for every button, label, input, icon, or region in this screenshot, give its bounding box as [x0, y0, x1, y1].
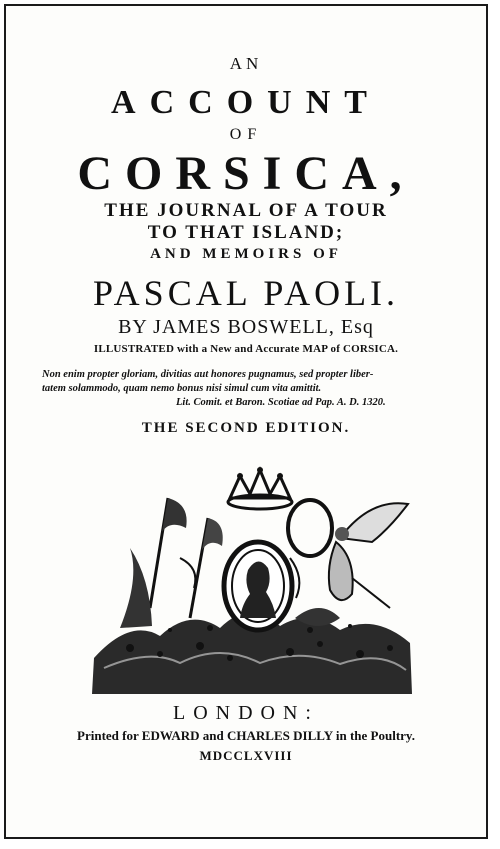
subtitle-paoli: PASCAL PAOLI.	[92, 273, 400, 313]
epigraph-line-2: tatem solammodo, quam nemo bonus nisi simul cum vita amittit.	[42, 383, 322, 394]
title-of: OF	[229, 126, 263, 143]
title-account: ACCOUNT	[111, 84, 381, 121]
title-corsica: CORSICA,	[77, 147, 415, 200]
imprint-printer: Printed for EDWARD and CHARLES DILLY in the Poultry.	[77, 728, 415, 743]
subtitle-memoirs: AND MEMOIRS OF	[150, 246, 342, 262]
title-an: AN	[229, 54, 263, 73]
imprint-date: MDCCLXVIII	[199, 748, 293, 763]
author-line: BY JAMES BOSWELL, Esq	[118, 316, 374, 338]
illustrated-line: ILLUSTRATED with a New and Accurate MAP of CORSICA.	[93, 343, 399, 355]
subtitle-journal: THE JOURNAL OF A TOUR	[104, 200, 388, 221]
subtitle-island: TO THAT ISLAND;	[147, 222, 345, 243]
title-page	[4, 4, 488, 839]
imprint-city: LONDON:	[173, 702, 319, 724]
epigraph-citation: Lit. Comit. et Baron. Scotiae ad Pap. A. D. 1320.	[176, 397, 386, 408]
epigraph-line-1: Non enim propter gloriam, divitias aut honores pugnamus, sed propter liber-	[42, 369, 374, 380]
edition-line: THE SECOND EDITION.	[141, 420, 351, 436]
allegorical-vignette-icon	[90, 458, 416, 698]
